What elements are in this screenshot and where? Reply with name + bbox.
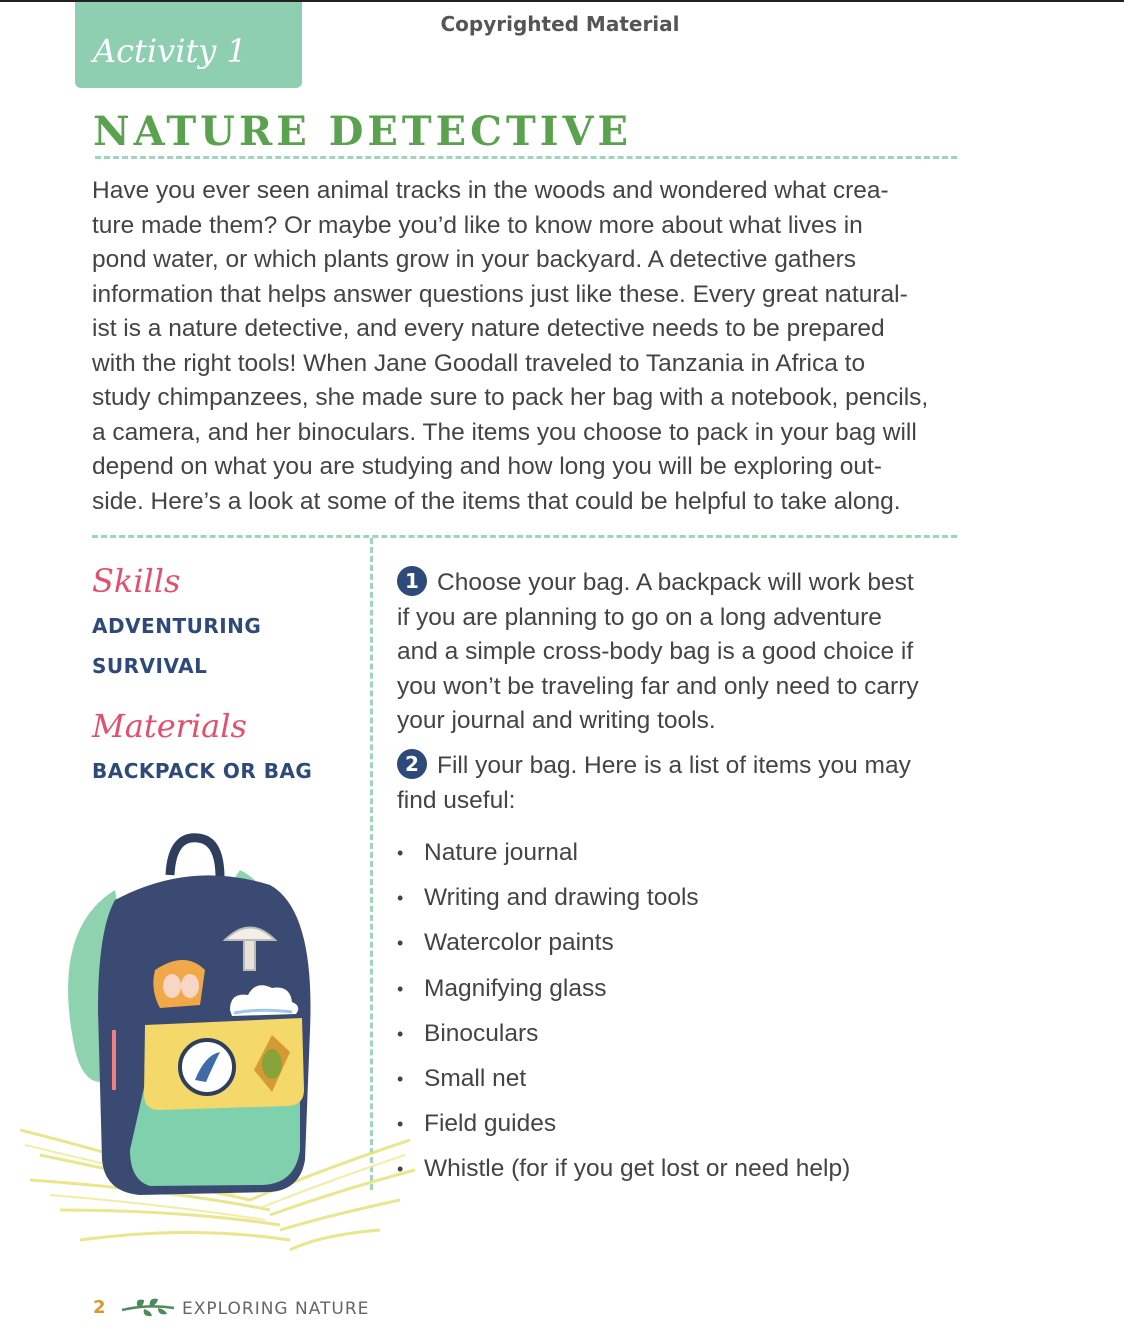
skills-heading: Skills [92, 562, 181, 600]
list-item-text: Writing and drawing tools [424, 884, 699, 912]
step-line-text: Choose your bag. A backpack will work best [437, 569, 914, 596]
step-number-badge: 1 [397, 566, 427, 596]
list-item-text: Field guides [424, 1110, 557, 1138]
item-list [397, 836, 850, 1198]
bullet: • [397, 843, 404, 863]
skill-item: SURVIVAL [92, 654, 208, 678]
list-item-text: Nature journal [424, 839, 578, 866]
step-line: your journal and writing tools. [397, 707, 716, 734]
intro-line: Have you ever seen animal tracks in the woods and wondered what crea- [92, 177, 889, 204]
step-1 [397, 566, 977, 739]
bullet: • [397, 933, 404, 954]
backpack-illustration-icon [20, 830, 420, 1270]
intro-line: ture made them? Or maybe you’d like to know more about what lives in [92, 211, 863, 239]
page-number: 2 [93, 1297, 106, 1318]
intro-line: information that helps answer questions just like these. Every great natural- [92, 280, 908, 308]
activity-tab [75, 2, 302, 88]
list-item [397, 836, 850, 881]
intro-line: depend on what you are studying and how long you will be exploring out- [92, 453, 882, 480]
bullet: • [397, 888, 404, 909]
step-line: you won’t be traveling far and only need to carry [397, 672, 919, 700]
sprig-icon [120, 1296, 176, 1318]
step-line [397, 566, 977, 601]
step-number-badge: 2 [397, 749, 427, 779]
intro-divider [92, 535, 957, 538]
intro-line: side. Here’s a look at some of the items that could be helpful to take along. [92, 487, 901, 515]
list-item-text: Binoculars [424, 1019, 539, 1047]
page-title: NATURE DETECTIVE [93, 108, 632, 155]
intro-line: pond water, or which plants grow in your backyard. A detective gathers [92, 246, 857, 273]
list-item [397, 926, 850, 971]
intro-paragraph [92, 174, 972, 519]
step-2 [397, 749, 977, 818]
list-item-text: Small net [424, 1064, 527, 1092]
bullet: • [397, 1068, 404, 1089]
list-item [397, 972, 850, 1017]
list-item [397, 1017, 850, 1062]
intro-line: study chimpanzees, she made sure to pack her bag with a notebook, pencils, [92, 384, 929, 411]
list-item-text: Whistle (for if you get lost or need help) [424, 1155, 851, 1183]
intro-line: a camera, and her binoculars. The items you choose to pack in your bag will [92, 418, 917, 446]
bullet: • [397, 1023, 404, 1044]
bullet: • [397, 1159, 404, 1180]
step-line [397, 749, 977, 784]
list-item-text: Magnifying glass [424, 974, 607, 1002]
list-item [397, 1152, 850, 1197]
step-line: if you are planning to go on a long adventure [397, 603, 882, 631]
materials-heading: Materials [92, 707, 247, 745]
step-line-text: Fill your bag. Here is a list of items you may [437, 752, 911, 779]
skill-item: ADVENTURING [92, 614, 262, 638]
activity-label: Activity 1 [93, 32, 247, 70]
bullet: • [397, 978, 404, 999]
list-item [397, 881, 850, 926]
intro-line: with the right tools! When Jane Goodall traveled to Tanzania in Africa to [92, 349, 866, 377]
material-item: BACKPACK OR BAG [92, 759, 313, 783]
list-item [397, 1107, 850, 1152]
step-line: find useful: [397, 786, 516, 814]
title-divider [95, 156, 957, 159]
list-item [397, 1062, 850, 1107]
list-item-text: Watercolor paints [424, 929, 614, 957]
bullet: • [397, 1114, 404, 1135]
copyright-notice: Copyrighted Material [440, 12, 680, 36]
footer-section-title: EXPLORING NATURE [182, 1299, 370, 1319]
step-line: and a simple cross-body bag is a good choice if [397, 638, 914, 665]
intro-line: ist is a nature detective, and every nature detective needs to be prepared [92, 315, 885, 342]
